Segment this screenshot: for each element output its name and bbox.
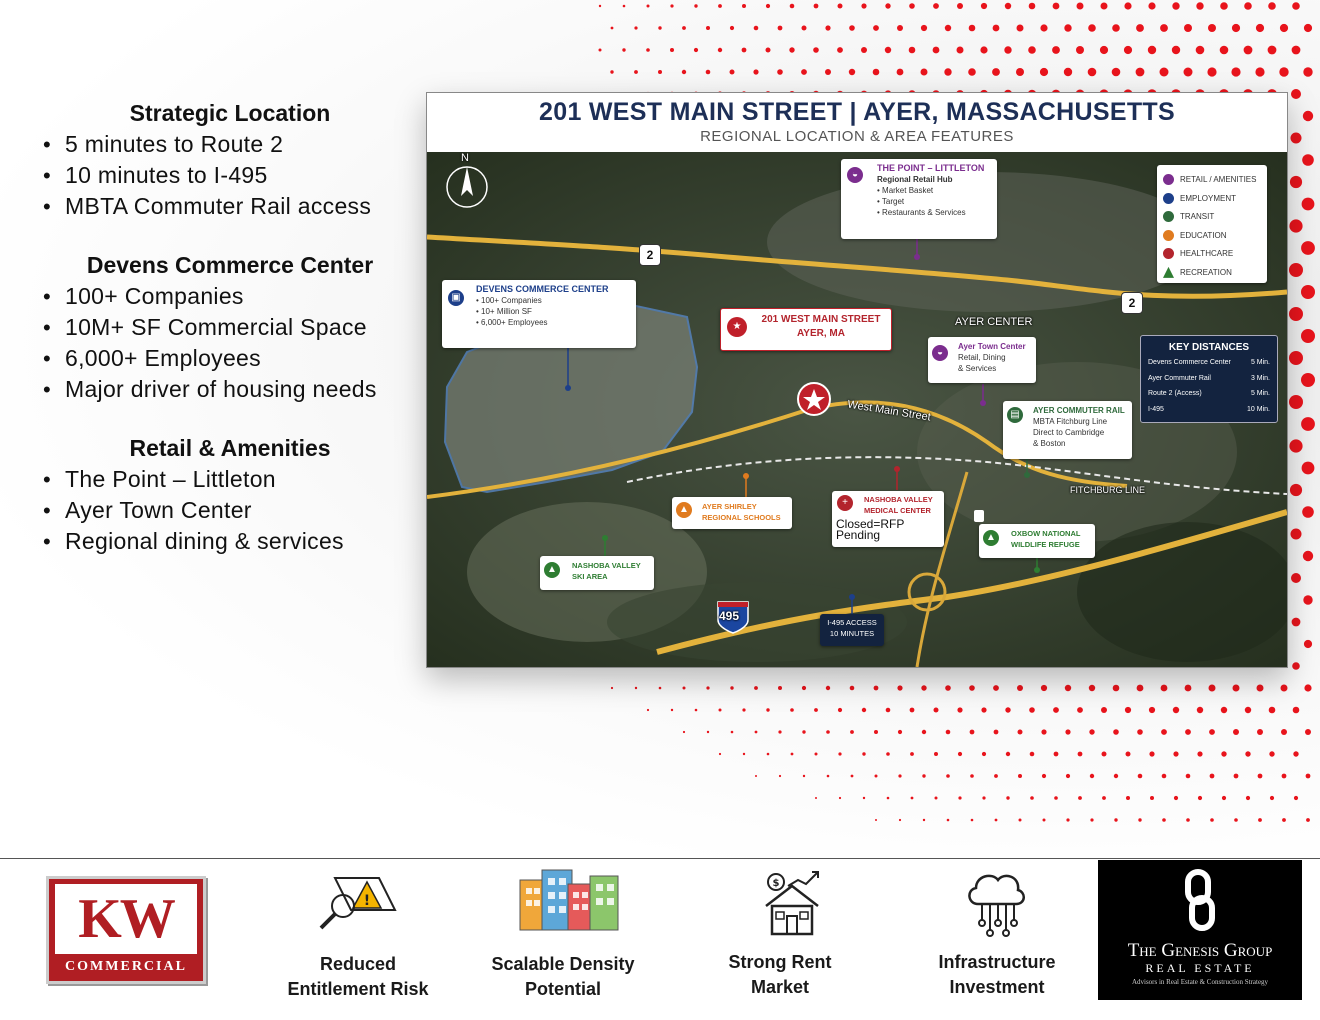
graduation-cap-icon: ▲ <box>676 502 692 518</box>
feature-label: Reduced Entitlement Risk <box>287 954 429 999</box>
callout-line: • Restaurants & Services <box>877 208 966 217</box>
tree-icon: ▲ <box>983 530 999 546</box>
list-item: • 10 minutes to I-495 <box>40 160 420 191</box>
legend-item: EDUCATION <box>1163 227 1261 246</box>
callout-line: AYER SHIRLEY <box>702 502 757 511</box>
callout-line: Retail, Dining <box>958 353 1006 362</box>
employment-icon <box>1163 193 1174 204</box>
recreation-icon <box>1163 267 1174 278</box>
map-header <box>427 93 1287 151</box>
medical-note: Closed=RFP Pending <box>836 517 905 542</box>
legend-item: HEALTHCARE <box>1163 245 1261 264</box>
route-2-shield: 2 <box>1121 292 1143 314</box>
house-growth-icon <box>760 870 826 938</box>
callout-line: • Target <box>877 197 905 206</box>
kw-logo-frame <box>46 876 206 984</box>
i495-label: 495 <box>719 609 740 623</box>
callout-ski <box>540 556 654 590</box>
tree-icon: ▲ <box>544 562 560 578</box>
callout-line: REGIONAL SCHOOLS <box>702 513 781 522</box>
retail-icon <box>1163 174 1174 185</box>
callout-line: • 6,000+ Employees <box>476 318 548 327</box>
map-subtitle: REGIONAL LOCATION & AREA FEATURES <box>700 128 1014 145</box>
site-address: 201 WEST MAIN STREET <box>761 314 881 325</box>
legend-item: RECREATION <box>1163 264 1261 283</box>
fitchburg-line-label: FITCHBURG LINE <box>1070 485 1146 495</box>
map-title: 201 WEST MAIN STREET | AYER, MASSACHUSETTS <box>539 98 1175 126</box>
genesis-tagline: Advisors in Real Estate & Construction Strategy <box>1131 978 1269 986</box>
route-2-shield: 2 <box>639 244 661 266</box>
genesis-name: The Genesis Group <box>1127 940 1273 961</box>
callout-site <box>720 308 892 351</box>
healthcare-icon <box>1163 248 1174 259</box>
highlights-column <box>40 100 420 579</box>
distance-row: Devens Commerce Center 5 Min. <box>1148 359 1270 366</box>
list-item: • MBTA Commuter Rail access <box>40 191 420 222</box>
callout-title: AYER COMMUTER RAIL <box>1033 406 1125 415</box>
list-item: • Ayer Town Center <box>40 495 420 526</box>
feature-label: Scalable Density Potential <box>491 954 635 999</box>
feature-label: Infrastructure Investment <box>938 952 1056 997</box>
location-map <box>426 92 1288 668</box>
callout-line: WILDLIFE REFUGE <box>1011 540 1080 549</box>
medical-cross-icon: + <box>837 495 853 511</box>
shopping-bag-icon: ◒ <box>847 167 863 183</box>
kw-commercial-logo <box>26 860 224 1000</box>
callout-title: DEVENS COMMERCE CENTER <box>476 284 609 294</box>
genesis-group-logo <box>1098 860 1302 1000</box>
list-item: • 5 minutes to Route 2 <box>40 129 420 160</box>
genesis-sub: REAL ESTATE <box>1145 961 1255 975</box>
callout-i495 <box>820 614 884 646</box>
callout-line: NASHOBA VALLEY <box>864 495 933 504</box>
magnifier-warning-icon <box>315 870 399 932</box>
callout-medical <box>832 491 944 547</box>
north-label: N <box>461 152 469 164</box>
section-retail <box>40 435 420 557</box>
shopping-bag-icon: ◒ <box>932 345 948 361</box>
callout-line: 10 MINUTES <box>829 629 875 638</box>
key-distances-box <box>1140 335 1278 423</box>
callout-line: & Boston <box>1033 439 1066 448</box>
divider <box>0 858 1320 859</box>
section-devens <box>40 252 420 405</box>
callout-commuter-rail <box>1003 401 1132 459</box>
legend-item: EMPLOYMENT <box>1163 190 1261 209</box>
svg-text:$: $ <box>772 878 780 889</box>
callout-line: Direct to Cambridge <box>1033 428 1105 437</box>
callout-schools <box>672 497 792 529</box>
feature-label: Strong Rent Market <box>728 952 832 997</box>
callout-line: & Services <box>958 364 997 373</box>
train-icon: ▤ <box>1007 407 1023 423</box>
education-icon <box>1163 230 1174 241</box>
legend-item: TRANSIT <box>1163 208 1261 227</box>
legend-item: RETAIL / AMENITIES <box>1163 171 1261 190</box>
callout-line: NASHOBA VALLEY <box>572 561 641 570</box>
callout-title: THE POINT – LITTLETON <box>877 163 985 173</box>
site-city: AYER, MA <box>797 328 845 339</box>
callout-devens <box>442 280 636 348</box>
list-item: • 10M+ SF Commercial Space <box>40 312 420 343</box>
cloud-network-icon <box>964 868 1028 942</box>
callout-line: MEDICAL CENTER <box>864 506 931 515</box>
callout-line: SKI AREA <box>572 572 608 581</box>
section-strategic-location <box>40 100 420 222</box>
key-distances-title: KEY DISTANCES <box>1168 342 1250 353</box>
distance-row: Ayer Commuter Rail 3 Min. <box>1148 374 1270 382</box>
star-icon: ★ <box>727 317 747 337</box>
callout-town-center <box>928 337 1036 383</box>
callout-line: I-495 ACCESS <box>827 618 877 627</box>
kw-commercial-text: COMMERCIAL <box>65 959 187 974</box>
list-item: • Major driver of housing needs <box>40 374 420 405</box>
genesis-mark-icon <box>1182 868 1218 934</box>
callout-line: • Market Basket <box>877 186 934 195</box>
section-title: Retail & Amenities <box>129 435 331 461</box>
callout-line: • 100+ Companies <box>476 296 542 305</box>
transit-icon <box>1163 211 1174 222</box>
callout-subtitle: Regional Retail Hub <box>877 175 953 184</box>
map-image <box>427 152 1287 667</box>
callout-oxbow <box>979 524 1095 558</box>
list-item: • The Point – Littleton <box>40 464 420 495</box>
ayer-center-label: AYER CENTER <box>955 316 1033 328</box>
list-item: • Regional dining & services <box>40 526 420 557</box>
callout-line: OXBOW NATIONAL <box>1011 529 1081 538</box>
list-item: • 100+ Companies <box>40 281 420 312</box>
distance-row: I-495 10 Min. <box>1148 405 1270 413</box>
callout-line: MBTA Fitchburg Line <box>1033 417 1108 426</box>
buildings-icon <box>518 866 622 934</box>
map-legend <box>1157 165 1267 283</box>
callout-the-point <box>841 159 997 239</box>
distance-row: Route 2 (Access) 5 Min. <box>1148 390 1270 397</box>
section-title: Strategic Location <box>129 100 331 126</box>
briefcase-icon: ▣ <box>448 290 464 306</box>
callout-title: Ayer Town Center <box>958 342 1026 351</box>
west-main-label: West Main Street <box>846 398 932 424</box>
callout-line: • 10+ Million SF <box>476 307 532 316</box>
section-title: Devens Commerce Center <box>86 252 374 278</box>
kw-letters: KW <box>78 888 174 950</box>
svg-text:!: ! <box>363 893 371 909</box>
list-item: • 6,000+ Employees <box>40 343 420 374</box>
